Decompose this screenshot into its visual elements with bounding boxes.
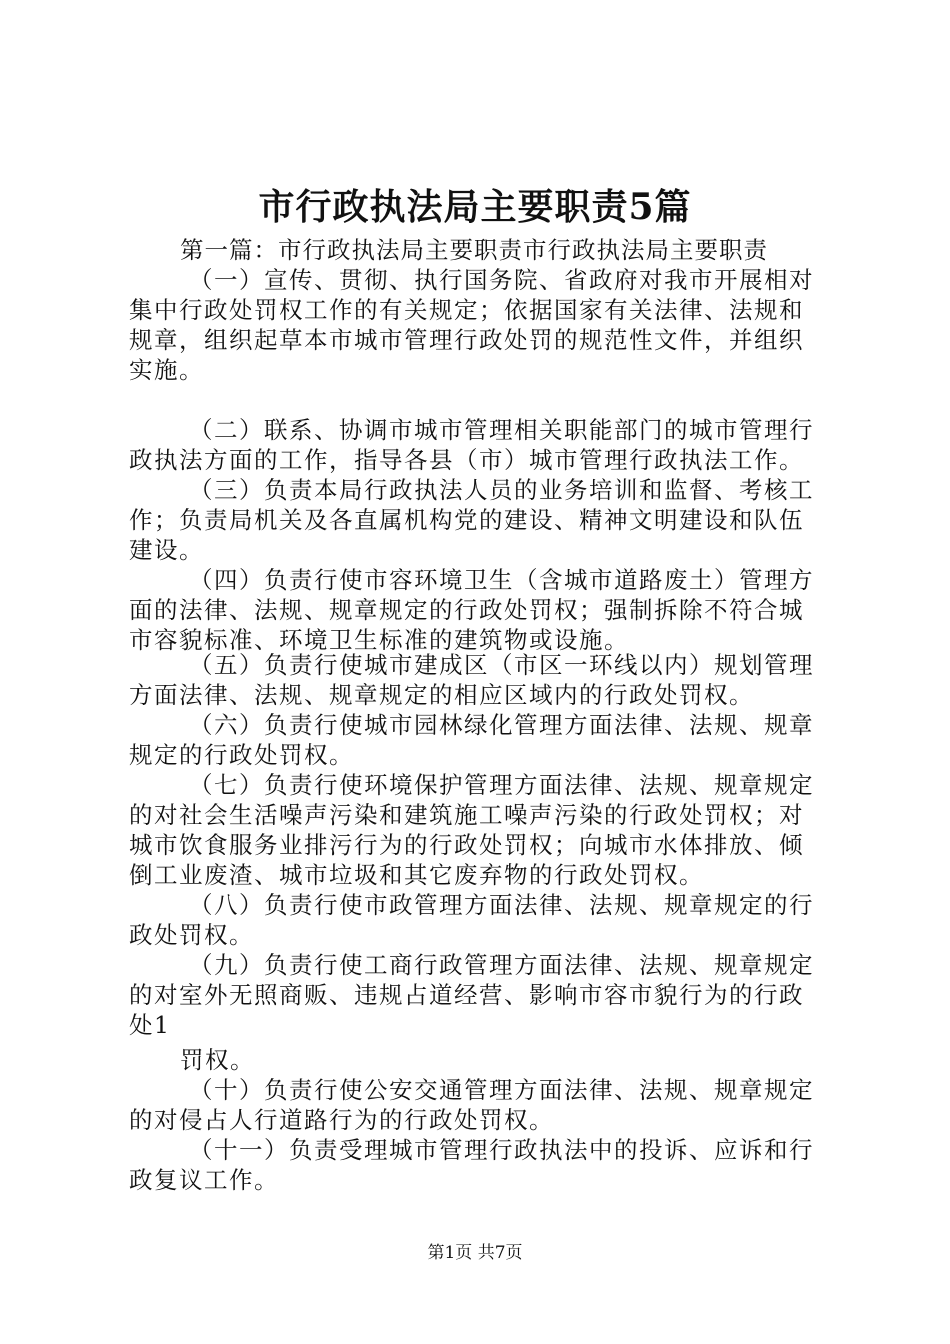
text-line: 处1	[129, 1011, 171, 1039]
text-line: 罚权。	[180, 1046, 255, 1074]
text-line: 作；负责局机关及各直属机构党的建设、精神文明建设和队伍	[129, 506, 804, 534]
paragraph	[129, 770, 834, 890]
text-line: 政处罚权。	[129, 921, 254, 949]
text-line: （五）负责行使城市建成区（市区一环线以内）规划管理	[189, 651, 814, 679]
text-line: 政执法方面的工作，指导各县（市）城市管理行政执法工作。	[129, 446, 804, 474]
text-line: 规章，组织起草本市城市管理行政处罚的规范性文件，并组织	[129, 326, 804, 354]
paragraph	[129, 565, 834, 655]
text-line: 方面法律、法规、规章规定的相应区域内的行政处罚权。	[129, 681, 754, 709]
page-footer: 第1页 共7页	[427, 1243, 523, 1263]
paragraph	[129, 475, 834, 565]
page-title: 市行政执法局主要职责5篇	[258, 186, 692, 228]
section-heading: 第一篇：市行政执法局主要职责市行政执法局主要职责	[180, 236, 768, 264]
paragraph	[129, 1075, 834, 1135]
paragraph	[129, 1135, 834, 1195]
text-line: 城市饮食服务业排污行为的行政处罚权；向城市水体排放、倾	[129, 831, 804, 859]
text-line: 面的法律、法规、规章规定的行政处罚权；强制拆除不符合城	[129, 596, 804, 624]
text-line: （八）负责行使市政管理方面法律、法规、规章规定的行	[189, 891, 814, 919]
text-line: （九）负责行使工商行政管理方面法律、法规、规章规定	[189, 951, 814, 979]
paragraph	[129, 265, 834, 385]
text-line: 的对社会生活噪声污染和建筑施工噪声污染的行政处罚权；对	[129, 801, 804, 829]
text-line: 实施。	[129, 356, 204, 384]
paragraph	[180, 1045, 885, 1075]
text-line: （二）联系、协调市城市管理相关职能部门的城市管理行	[189, 416, 814, 444]
text-line: 政复议工作。	[129, 1166, 279, 1194]
text-line: 的对侵占人行道路行为的行政处罚权。	[129, 1106, 554, 1134]
text-line: 规定的行政处罚权。	[129, 741, 354, 769]
paragraph	[129, 950, 834, 1040]
text-line: （三）负责本局行政执法人员的业务培训和监督、考核工	[189, 476, 814, 504]
paragraph	[129, 890, 834, 950]
text-line: （十）负责行使公安交通管理方面法律、法规、规章规定	[189, 1076, 814, 1104]
text-line: 的对室外无照商贩、违规占道经营、影响市容市貌行为的行政	[129, 981, 804, 1009]
text-line: （四）负责行使市容环境卫生（含城市道路废土）管理方	[189, 566, 814, 594]
text-line: 集中行政处罚权工作的有关规定；依据国家有关法律、法规和	[129, 296, 804, 324]
text-line: （十一）负责受理城市管理行政执法中的投诉、应诉和行	[189, 1136, 814, 1164]
text-line: 市容貌标准、环境卫生标准的建筑物或设施。	[129, 626, 629, 654]
paragraph	[129, 650, 834, 710]
text-line: （一）宣传、贯彻、执行国务院、省政府对我市开展相对	[189, 266, 814, 294]
paragraph	[129, 710, 834, 770]
text-line: 倒工业废渣、城市垃圾和其它废弃物的行政处罚权。	[129, 861, 704, 889]
text-line: 建设。	[129, 536, 204, 564]
text-line: （六）负责行使城市园林绿化管理方面法律、法规、规章	[189, 711, 814, 739]
text-line: （七）负责行使环境保护管理方面法律、法规、规章规定	[189, 771, 814, 799]
paragraph	[129, 415, 834, 475]
